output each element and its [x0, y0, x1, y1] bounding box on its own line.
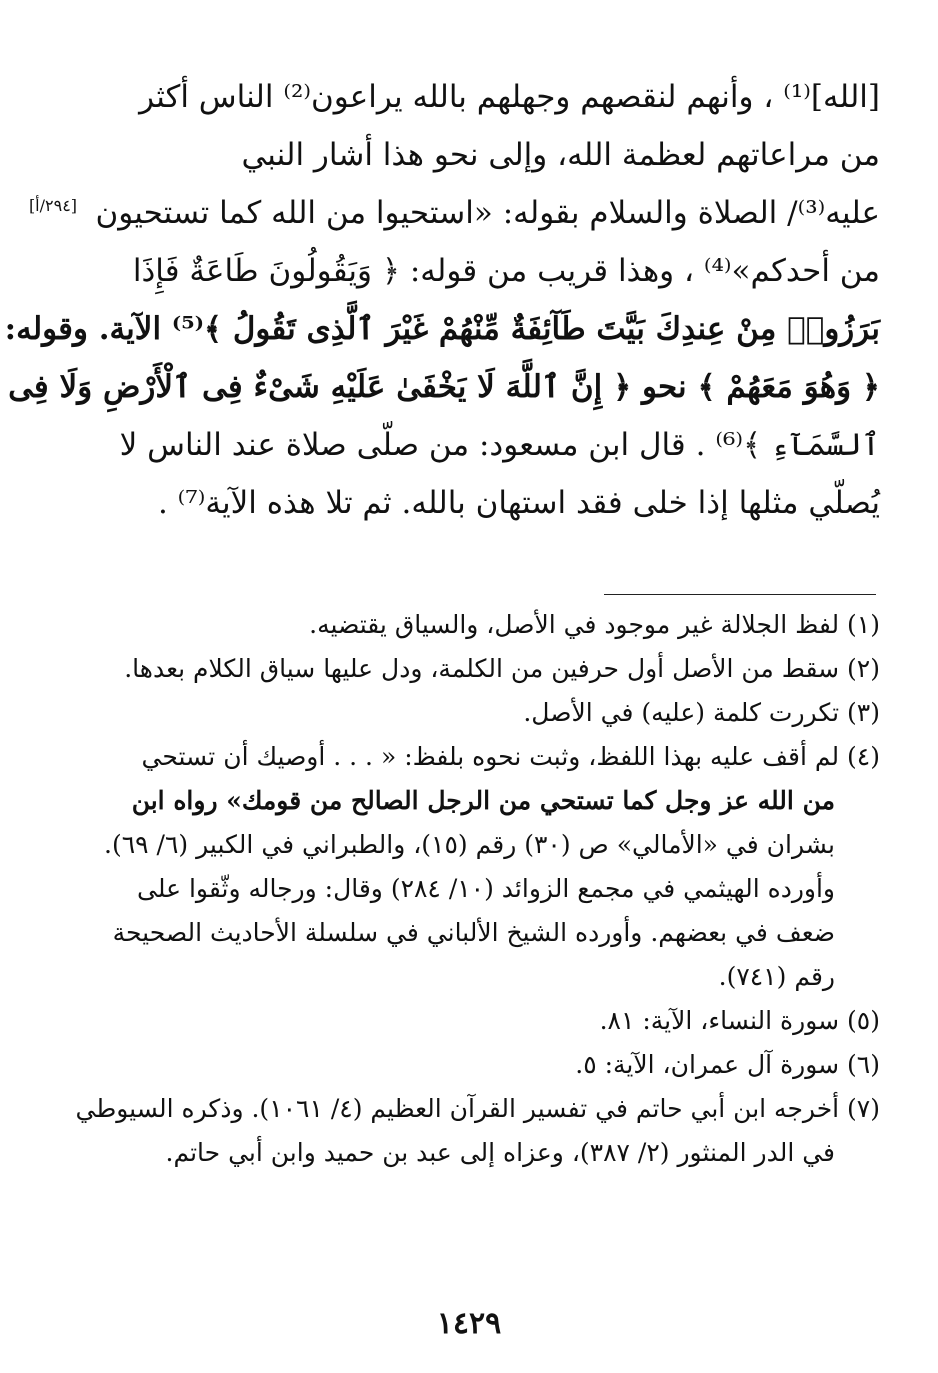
- main-line: يُصلّي مثلها إذا خلى فقد استهان بالله. ثم تلا هذه الآية⁽⁷⁾ .: [157, 485, 880, 521]
- main-line: ٱلسَّمَآءِ ﴾⁽⁶⁾ . قال ابن مسعود: من صلّى صلاة عند الناس لا: [119, 427, 880, 463]
- footnote-line: (٧) أخرجه ابن أبي حاتم في تفسير القرآن العظيم (٤/ ١٠٦١). وذكره السيوطي: [75, 1094, 880, 1123]
- footnote-line: (١) لفظ الجلالة غير موجود في الأصل، والسياق يقتضيه.: [309, 610, 880, 639]
- page-number: ١٤٢٩: [436, 1306, 502, 1341]
- footnote-line: بشران في «الأمالي» ص (٣٠) رقم (١٥)، والطبراني في الكبير (٦/ ٦٩).: [104, 830, 835, 859]
- main-line: عليه⁽³⁾/ الصلاة والسلام بقوله: «استحيوا من الله كما تستحيون: [95, 195, 880, 231]
- footnote-line: (٣) تكررت كلمة (عليه) في الأصل.: [523, 698, 880, 727]
- main-line: بَرَزُوا۟ مِنْ عِندِكَ بَيَّتَ طَآئِفَةٌ مِّنْهُمْ غَيْرَ ٱلَّذِى تَقُولُ ﴾⁽⁵⁾ الآية. وقوله:: [4, 311, 880, 347]
- footnote-line: رقم (٧٤١).: [718, 962, 835, 991]
- footnote-line: ضعف في بعضهم. وأورده الشيخ الألباني في سلسلة الأحاديث الصحيحة: [112, 918, 835, 947]
- footnote-line: (٥) سورة النساء، الآية: ٨١.: [599, 1006, 880, 1035]
- margin-folio-note: [٢٩٤/أ]: [28, 196, 78, 215]
- footnotes: [75, 603, 880, 1175]
- main-line: من مراعاتهم لعظمة الله، وإلى نحو هذا أشار النبي: [241, 137, 880, 173]
- footnote-line: في الدر المنثور (٢/ ٣٨٧)، وعزاه إلى عبد بن حميد وابن أبي حاتم.: [165, 1138, 835, 1167]
- main-line: ﴿ وَهُوَ مَعَهُمْ ﴾ نحو ﴿ إِنَّ ٱللَّهَ لَا يَخْفَىٰ عَلَيْهِ شَىْءٌ فِى ٱلْأَرْضِ وَلَا فِى: [8, 369, 880, 405]
- main-line: من أحدكم»⁽⁴⁾ ، وهذا قريب من قوله: ﴿ وَيَقُولُونَ طَاعَةٌ فَإِذَا: [132, 253, 880, 289]
- footnote-divider: [604, 594, 876, 595]
- footnote-line: وأورده الهيثمي في مجمع الزوائد (١٠/ ٢٨٤) وقال: ورجاله وثّقوا على: [137, 874, 835, 903]
- footnote-line: (٤) لم أقف عليه بهذا اللفظ، وثبت نحوه بلفظ: « . . . أوصيك أن تستحي: [141, 742, 880, 771]
- footnote-line: من الله عز وجل كما تستحي من الرجل الصالح من قومك» رواه ابن: [131, 786, 835, 815]
- main-line: [الله]⁽¹⁾ ، وأنهم لنقصهم وجهلهم بالله يراعون⁽²⁾ الناس أكثر: [139, 79, 880, 115]
- footnote-line: (٦) سورة آل عمران، الآية: ٥.: [575, 1050, 880, 1079]
- footnote-line: (٢) سقط من الأصل أول حرفين من الكلمة، ودل عليها سياق الكلام بعدها.: [124, 654, 880, 683]
